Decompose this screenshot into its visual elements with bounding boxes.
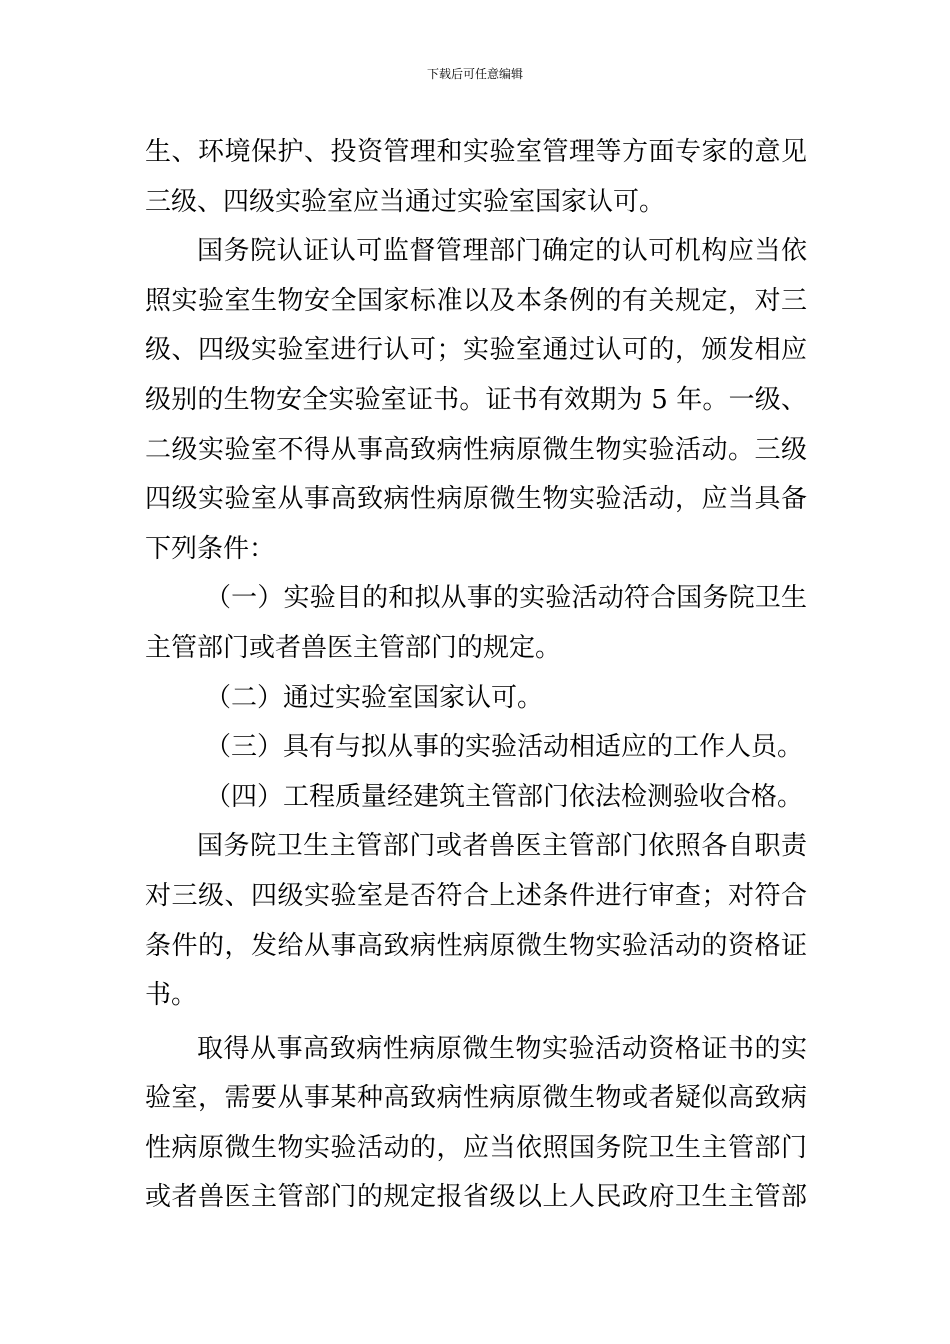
text-line: 取得从事高致病性病原微生物实验活动资格证书的实 (197, 1033, 807, 1064)
text-line: 级、四级实验室进行认可；实验室通过认可的，颁发相应 (145, 335, 807, 366)
header-text: 下载后可任意编辑 (426, 67, 523, 81)
text-line: 级别的生物安全实验室证书。证书有效期为 5 年。一级、 (145, 384, 807, 415)
text-line: 国务院认证认可监督管理部门确定的认可机构应当依 (197, 236, 807, 267)
page-header (0, 66, 950, 82)
text-line: 国务院卫生主管部门或者兽医主管部门依照各自职责 (197, 831, 807, 862)
text-line: （二）通过实验室国家认可。 (205, 682, 544, 713)
text-line: 照实验室生物安全国家标准以及本条例的有关规定，对三 (145, 285, 807, 316)
text-line: （四）工程质量经建筑主管部门依法检测验收合格。 (205, 781, 804, 812)
text-line: 书。 (145, 980, 198, 1011)
document-body (145, 128, 807, 1223)
text-line: 二级实验室不得从事高致病性病原微生物实验活动。三级 (145, 434, 807, 465)
text-line: 生、环境保护、投资管理和实验室管理等方面专家的意见 (145, 137, 807, 167)
text-line: 主管部门或者兽医主管部门的规定。 (145, 632, 562, 663)
text-line: （三）具有与拟从事的实验活动相适应的工作人员。 (205, 732, 804, 763)
text-line: 条件的，发给从事高致病性病原微生物实验活动的资格证 (145, 930, 807, 961)
text-line: 对三级、四级实验室是否符合上述条件进行审查；对符合 (145, 880, 807, 911)
text-line: 性病原微生物实验活动的，应当依照国务院卫生主管部门 (145, 1132, 807, 1163)
text-line: 下列条件： (145, 533, 276, 564)
text-line: 三级、四级实验室应当通过实验室国家认可。 (145, 186, 666, 217)
text-line: （一）实验目的和拟从事的实验活动符合国务院卫生 (205, 583, 807, 614)
text-line: 四级实验室从事高致病性病原微生物实验活动，应当具备 (145, 484, 807, 515)
text-line: 验室，需要从事某种高致病性病原微生物或者疑似高致病 (145, 1083, 807, 1114)
text-line: 或者兽医主管部门的规定报省级以上人民政府卫生主管部 (145, 1182, 807, 1213)
